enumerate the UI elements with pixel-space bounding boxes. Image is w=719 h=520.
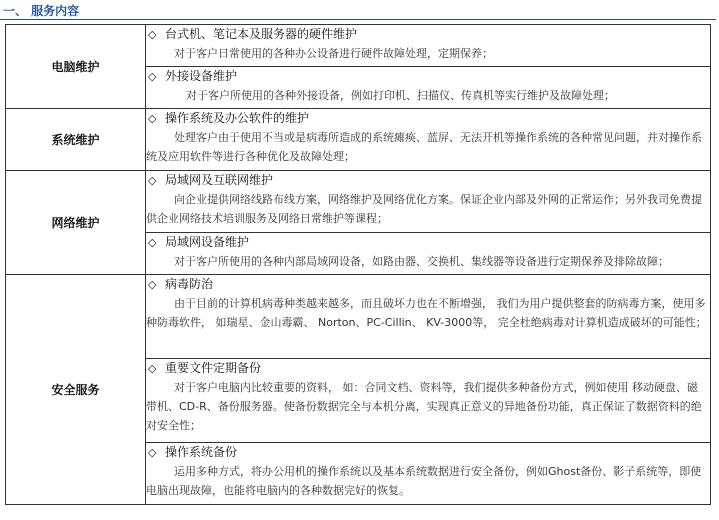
diamond-bullet-icon: ◇	[148, 112, 157, 125]
service-table	[5, 24, 711, 505]
item-cell	[146, 67, 711, 109]
category-cell: 电脑维护	[6, 25, 146, 109]
category-cell: 网络维护	[6, 171, 146, 275]
diamond-bullet-icon: ◇	[148, 174, 157, 187]
item-cell	[146, 443, 711, 505]
service-item	[146, 109, 710, 170]
item-description: 运用多种方式，将办公用机的操作系统以及基本系统数据进行安全备份，例如Ghost备份、影子系统等，即使电脑出现故障，也能将电脑内的各种数据完好的恢复。	[146, 465, 702, 497]
service-item	[146, 171, 710, 232]
item-description: 对于客户电脑内比较重要的资料， 如：合同文档、资料等，我们提供多种备份方式，例如使用 移动硬盘、磁带机、CD-R、备份服务器。使备份数据完全与本机分离，实现真正意义的异地备份功能，真正保证了数据资料的绝对安全性；	[146, 381, 702, 432]
item-title: ◇ 局域网及互联网维护	[146, 171, 710, 190]
item-title: ◇ 局域网设备维护	[146, 233, 710, 252]
item-title: ◇ 病毒防治	[146, 275, 710, 294]
service-item	[146, 233, 710, 274]
item-description: 对于客户所使用的各种外接设备，例如打印机、扫描仪、传真机等实行维护及故障处理；	[186, 89, 615, 102]
section-heading: 一、 服务内容	[3, 4, 80, 18]
item-title: ◇ 操作系统备份	[146, 443, 710, 462]
item-cell	[146, 233, 711, 275]
diamond-bullet-icon: ◇	[148, 278, 157, 291]
table-row	[6, 109, 711, 171]
item-description: 对于客户所使用的各种内部局域网设备，如路由器、交换机、集线器等设备进行定期保养及排除故障；	[174, 255, 669, 268]
service-item	[146, 275, 710, 358]
item-cell	[146, 25, 711, 67]
heading-divider	[0, 19, 716, 20]
diamond-bullet-icon: ◇	[148, 236, 157, 249]
item-description: 由于目前的计算机病毒种类越来越多，而且破坏力也在不断增强， 我们为用户提供整套的防病毒方案，使用多种防毒软件， 如瑞星、金山毒霸、 Norton、PC-Cillin、 KV-3000等， 完全杜绝病毒对计算机造成破坏的可能性；	[146, 297, 707, 329]
diamond-bullet-icon: ◇	[148, 362, 157, 375]
item-description: 对于客户日常使用的各种办公设备进行硬件故障处理，定期保养；	[174, 47, 493, 60]
item-title: ◇ 外接设备维护	[146, 67, 710, 86]
item-description: 处理客户由于使用不当或是病毒所造成的系统瘫痪、蓝屏、无法开机等操作系统的各种常见问题，并对操作系统及应用软件等进行各种优化及故障处理；	[146, 131, 702, 163]
diamond-bullet-icon: ◇	[148, 28, 157, 41]
service-item	[146, 67, 710, 108]
item-title: ◇ 重要文件定期备份	[146, 359, 710, 378]
table-row	[6, 171, 711, 233]
category-cell: 安全服务	[6, 275, 146, 505]
service-item	[146, 25, 710, 66]
item-cell	[146, 109, 711, 171]
category-cell: 系统维护	[6, 109, 146, 171]
item-title: ◇ 操作系统及办公软件的维护	[146, 109, 710, 128]
service-item	[146, 359, 710, 442]
item-title: ◇ 台式机、笔记本及服务器的硬件维护	[146, 25, 710, 44]
service-item	[146, 443, 710, 504]
diamond-bullet-icon: ◇	[148, 70, 157, 83]
table-row	[6, 275, 711, 359]
table-row	[6, 25, 711, 67]
item-cell	[146, 171, 711, 233]
item-cell	[146, 275, 711, 359]
diamond-bullet-icon: ◇	[148, 446, 157, 459]
item-cell	[146, 359, 711, 443]
item-description: 向企业提供网络线路布线方案，网络维护及网络优化方案。保证企业内部及外网的正常运作；另外我司免费提供企业网络技术培训服务及网络日常维护等课程；	[146, 193, 702, 225]
